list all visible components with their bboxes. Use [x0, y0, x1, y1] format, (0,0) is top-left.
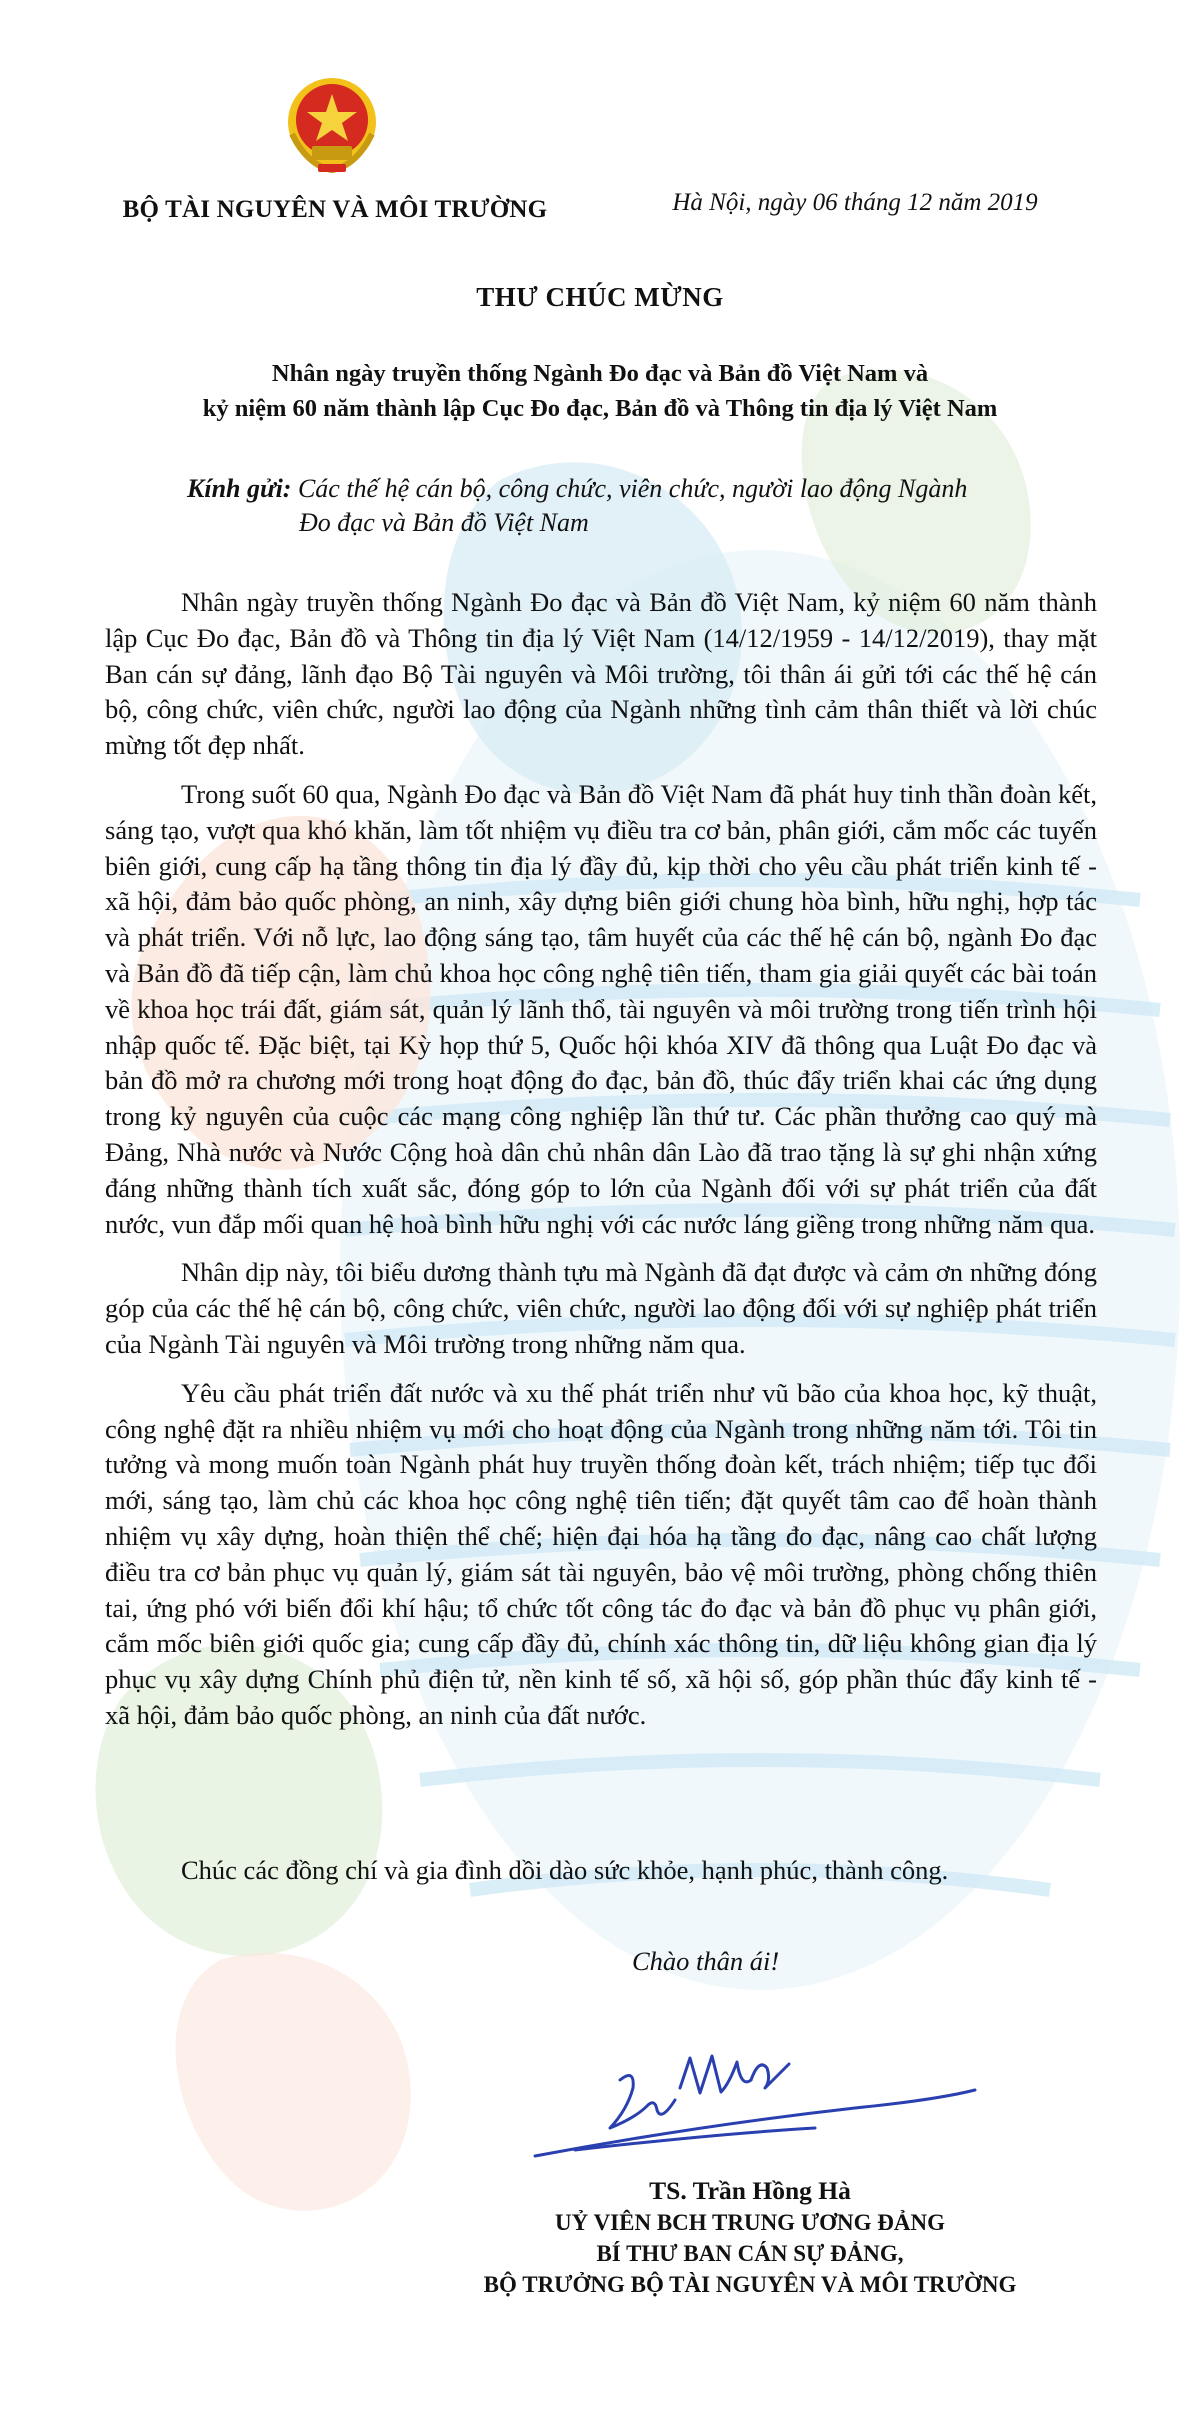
letter-title: THƯ CHÚC MỪNG — [476, 282, 724, 312]
closing-wish: Chúc các đồng chí và gia đình dồi dào sức khỏe, hạnh phúc, thành công. — [181, 1855, 949, 1885]
recipient-line: Các thế hệ cán bộ, công chức, viên chức, người lao động Ngành — [297, 474, 968, 503]
signer-role: BỘ TRƯỞNG BỘ TÀI NGUYÊN VÀ MÔI TRƯỜNG — [483, 2272, 1017, 2297]
body-paragraph: Trong suốt 60 qua, Ngành Đo đạc và Bản đồ Việt Nam đã phát huy tinh thần đoàn kết, sáng tạo, vượt qua khó khăn, làm tốt nhiệm vụ điều tra cơ bản, phân giới, cắm mốc các tuyến biên giới, cung cấp hạ tầng thông tin địa lý đầy đủ, kịp thời cho yêu cầu phát triển kinh tế - xã hội, đảm bảo quốc phòng, an ninh, xây dựng biên giới chung hòa bình, hữu nghị, hợp tác và phát triển. Với nỗ lực, lao động sáng tạo, tâm huyết của các thế hệ cán bộ, ngành Đo đạc và Bản đồ đã tiếp cận, làm chủ khoa học công nghệ tiên tiến, tham gia giải quyết các bài toán về khoa học trái đất, giám sát, quản lý lãnh thổ, tài nguyên và môi trường trong tiến trình hội nhập quốc tế. Đặc biệt, tại Kỳ họp thứ 5, Quốc hội khóa XIV đã thông qua Luật Đo đạc và bản đồ mở ra chương mới trong hoạt động đo đạc, bản đồ, thúc đẩy triển khai các ứng dụng trong kỷ nguyên của cuộc các mạng công nghiệp lần thứ tư. Các phần thưởng cao quý mà Đảng, Nhà nước và Nước Cộng hoà dân chủ nhân dân Lào đã trao tặng là sự ghi nhận xứng đáng những thành tích xuất sắc, đóng góp to lớn của Ngành đối với sự phát triển của đất nước, vun đắp mối quan hệ hoà bình hữu nghị với các nước láng giềng trong những năm qua. — [105, 778, 1097, 1239]
body-paragraph: Nhân dịp này, tôi biểu dương thành tựu mà Ngành đã đạt được và cảm ơn những đóng góp của các thế hệ cán bộ, công chức, viên chức, người lao động đối với sự nghiệp phát triển của Ngành Tài nguyên và Môi trường trong những năm qua. — [105, 1257, 1097, 1359]
letter-body — [105, 585, 1097, 1747]
recipient-label: Kính gửi: — [187, 474, 292, 503]
handwritten-signature — [515, 2018, 1015, 2178]
subtitle-line: kỷ niệm 60 năm thành lập Cục Đo đạc, Bản đồ và Thông tin địa lý Việt Nam — [202, 395, 998, 422]
national-emblem-icon — [278, 74, 386, 174]
letter-subtitle — [120, 356, 1080, 426]
signer-role: UỶ VIÊN BCH TRUNG ƯƠNG ĐẢNG — [555, 2210, 945, 2235]
greeting: Chào thân ái! — [632, 1946, 780, 1976]
body-paragraph: Yêu cầu phát triển đất nước và xu thế phát triển như vũ bão của khoa học, kỹ thuật, công nghệ đặt ra nhiều nhiệm vụ mới cho hoạt động của Ngành trong những năm tới. Tôi tin tưởng và mong muốn toàn Ngành phát huy truyền thống đoàn kết, trách nhiệm; tiếp tục đổi mới, sáng tạo, làm chủ các khoa học công nghệ tiên tiến; đặt quyết tâm cao để hoàn thành nhiệm vụ xây dựng, hoàn thiện thể chế; hiện đại hóa hạ tầng đo đạc, nâng cao chất lượng điều tra cơ bản phục vụ quản lý, giám sát tài nguyên, bảo vệ môi trường, phòng chống thiên tai, ứng phó với biến đổi khí hậu; tổ chức tốt công tác đo đạc và bản đồ phục vụ phân giới, cắm mốc biên giới quốc gia; cung cấp đầy đủ, chính xác thông tin, dữ liệu không gian địa lý phục vụ xây dựng Chính phủ điện tử, nền kinh tế số, xã hội số, góp phần thúc đẩy kinh tế - xã hội, đảm bảo quốc phòng, an ninh của đất nước. — [105, 1377, 1097, 1730]
body-paragraph: Nhân ngày truyền thống Ngành Đo đạc và Bản đồ Việt Nam, kỷ niệm 60 năm thành lập Cục Đo đạc, Bản đồ và Thông tin địa lý Việt Nam (14/12/1959 - 14/12/2019), thay mặt Ban cán sự đảng, lãnh đạo Bộ Tài nguyên và Môi trường, tôi thân ái gửi tới các thế hệ cán bộ, công chức, viên chức, người lao động của Ngành những tình cảm thân thiết và lời chúc mừng tốt đẹp nhất. — [105, 587, 1097, 761]
ministry-name: BỘ TÀI NGUYÊN VÀ MÔI TRƯỜNG — [122, 196, 548, 223]
document-date: Hà Nội, ngày 06 tháng 12 năm 2019 — [672, 189, 1038, 216]
signer-block — [430, 2175, 1070, 2300]
recipient-block — [187, 472, 1107, 540]
signer-role: BÍ THƯ BAN CÁN SỰ ĐẢNG, — [596, 2241, 904, 2266]
signer-name: TS. Trần Hồng Hà — [649, 2176, 851, 2205]
recipient-line: Đo đạc và Bản đồ Việt Nam — [299, 508, 589, 537]
subtitle-line: Nhân ngày truyền thống Ngành Đo đạc và Bản đồ Việt Nam và — [271, 360, 929, 387]
